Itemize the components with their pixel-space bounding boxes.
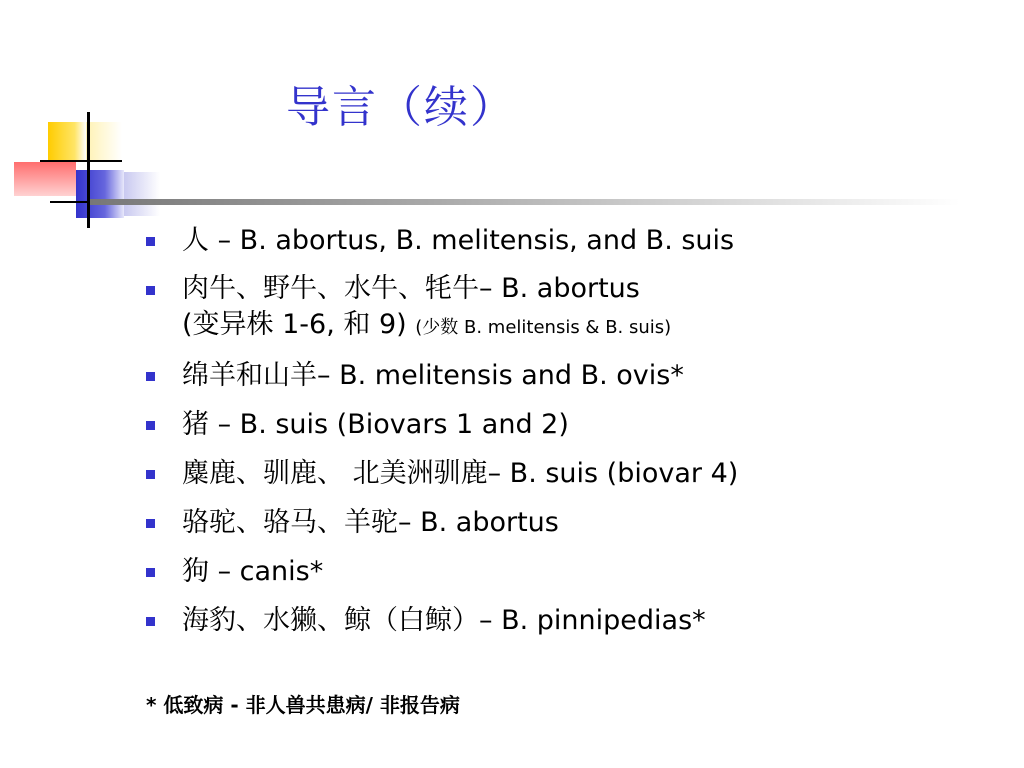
list-item-text: 狗 – canis* [182,556,324,587]
red-block [14,162,76,196]
yellow-block [48,122,86,162]
list-item-text-line2-main: (变异株 1-6, 和 9) [182,309,416,340]
list-item-text: 人 – B. abortus, B. melitensis, and B. suis [182,225,735,256]
title-divider [90,199,960,205]
list-item [146,271,1006,346]
list-item [146,553,1006,591]
bullet-list [146,222,1006,651]
list-item [146,357,1006,395]
list-item [146,455,1006,493]
list-item-text: 绵羊和山羊– B. melitensis and B. ovis* [182,360,684,391]
list-item [146,222,1006,260]
vertical-line [87,112,90,228]
square-bullet-icon [146,372,155,381]
list-item [146,406,1006,444]
square-bullet-icon [146,617,155,626]
footnote: * 低致病 - 非人兽共患病/ 非报告病 [146,693,460,717]
list-item-text-line1: 肉牛、野牛、水牛、牦牛– B. abortus [182,273,640,304]
square-bullet-icon [146,421,155,430]
list-item-text: 骆驼、骆马、羊驼– B. abortus [182,507,559,538]
list-item-note: (少数 B. melitensis & B. suis) [415,317,672,338]
list-item-text-line2 [182,307,1006,346]
list-item [146,602,1006,640]
list-item-text: 猪 – B. suis (Biovars 1 and 2) [182,409,569,440]
page-title: 导言（续） [286,82,516,133]
square-bullet-icon [146,519,155,528]
blue-fade-block [124,172,160,216]
list-item-text: 海豹、水獭、鲸（白鲸）– B. pinnipedias* [182,605,706,636]
yellow-fade-block [86,122,122,162]
square-bullet-icon [146,286,155,295]
list-item [146,504,1006,542]
square-bullet-icon [146,568,155,577]
blue-block [76,170,124,218]
square-bullet-icon [146,237,155,246]
list-item-text: 麋鹿、驯鹿、 北美洲驯鹿– B. suis (biovar 4) [182,458,739,489]
horizontal-line-top [40,160,122,162]
square-bullet-icon [146,470,155,479]
